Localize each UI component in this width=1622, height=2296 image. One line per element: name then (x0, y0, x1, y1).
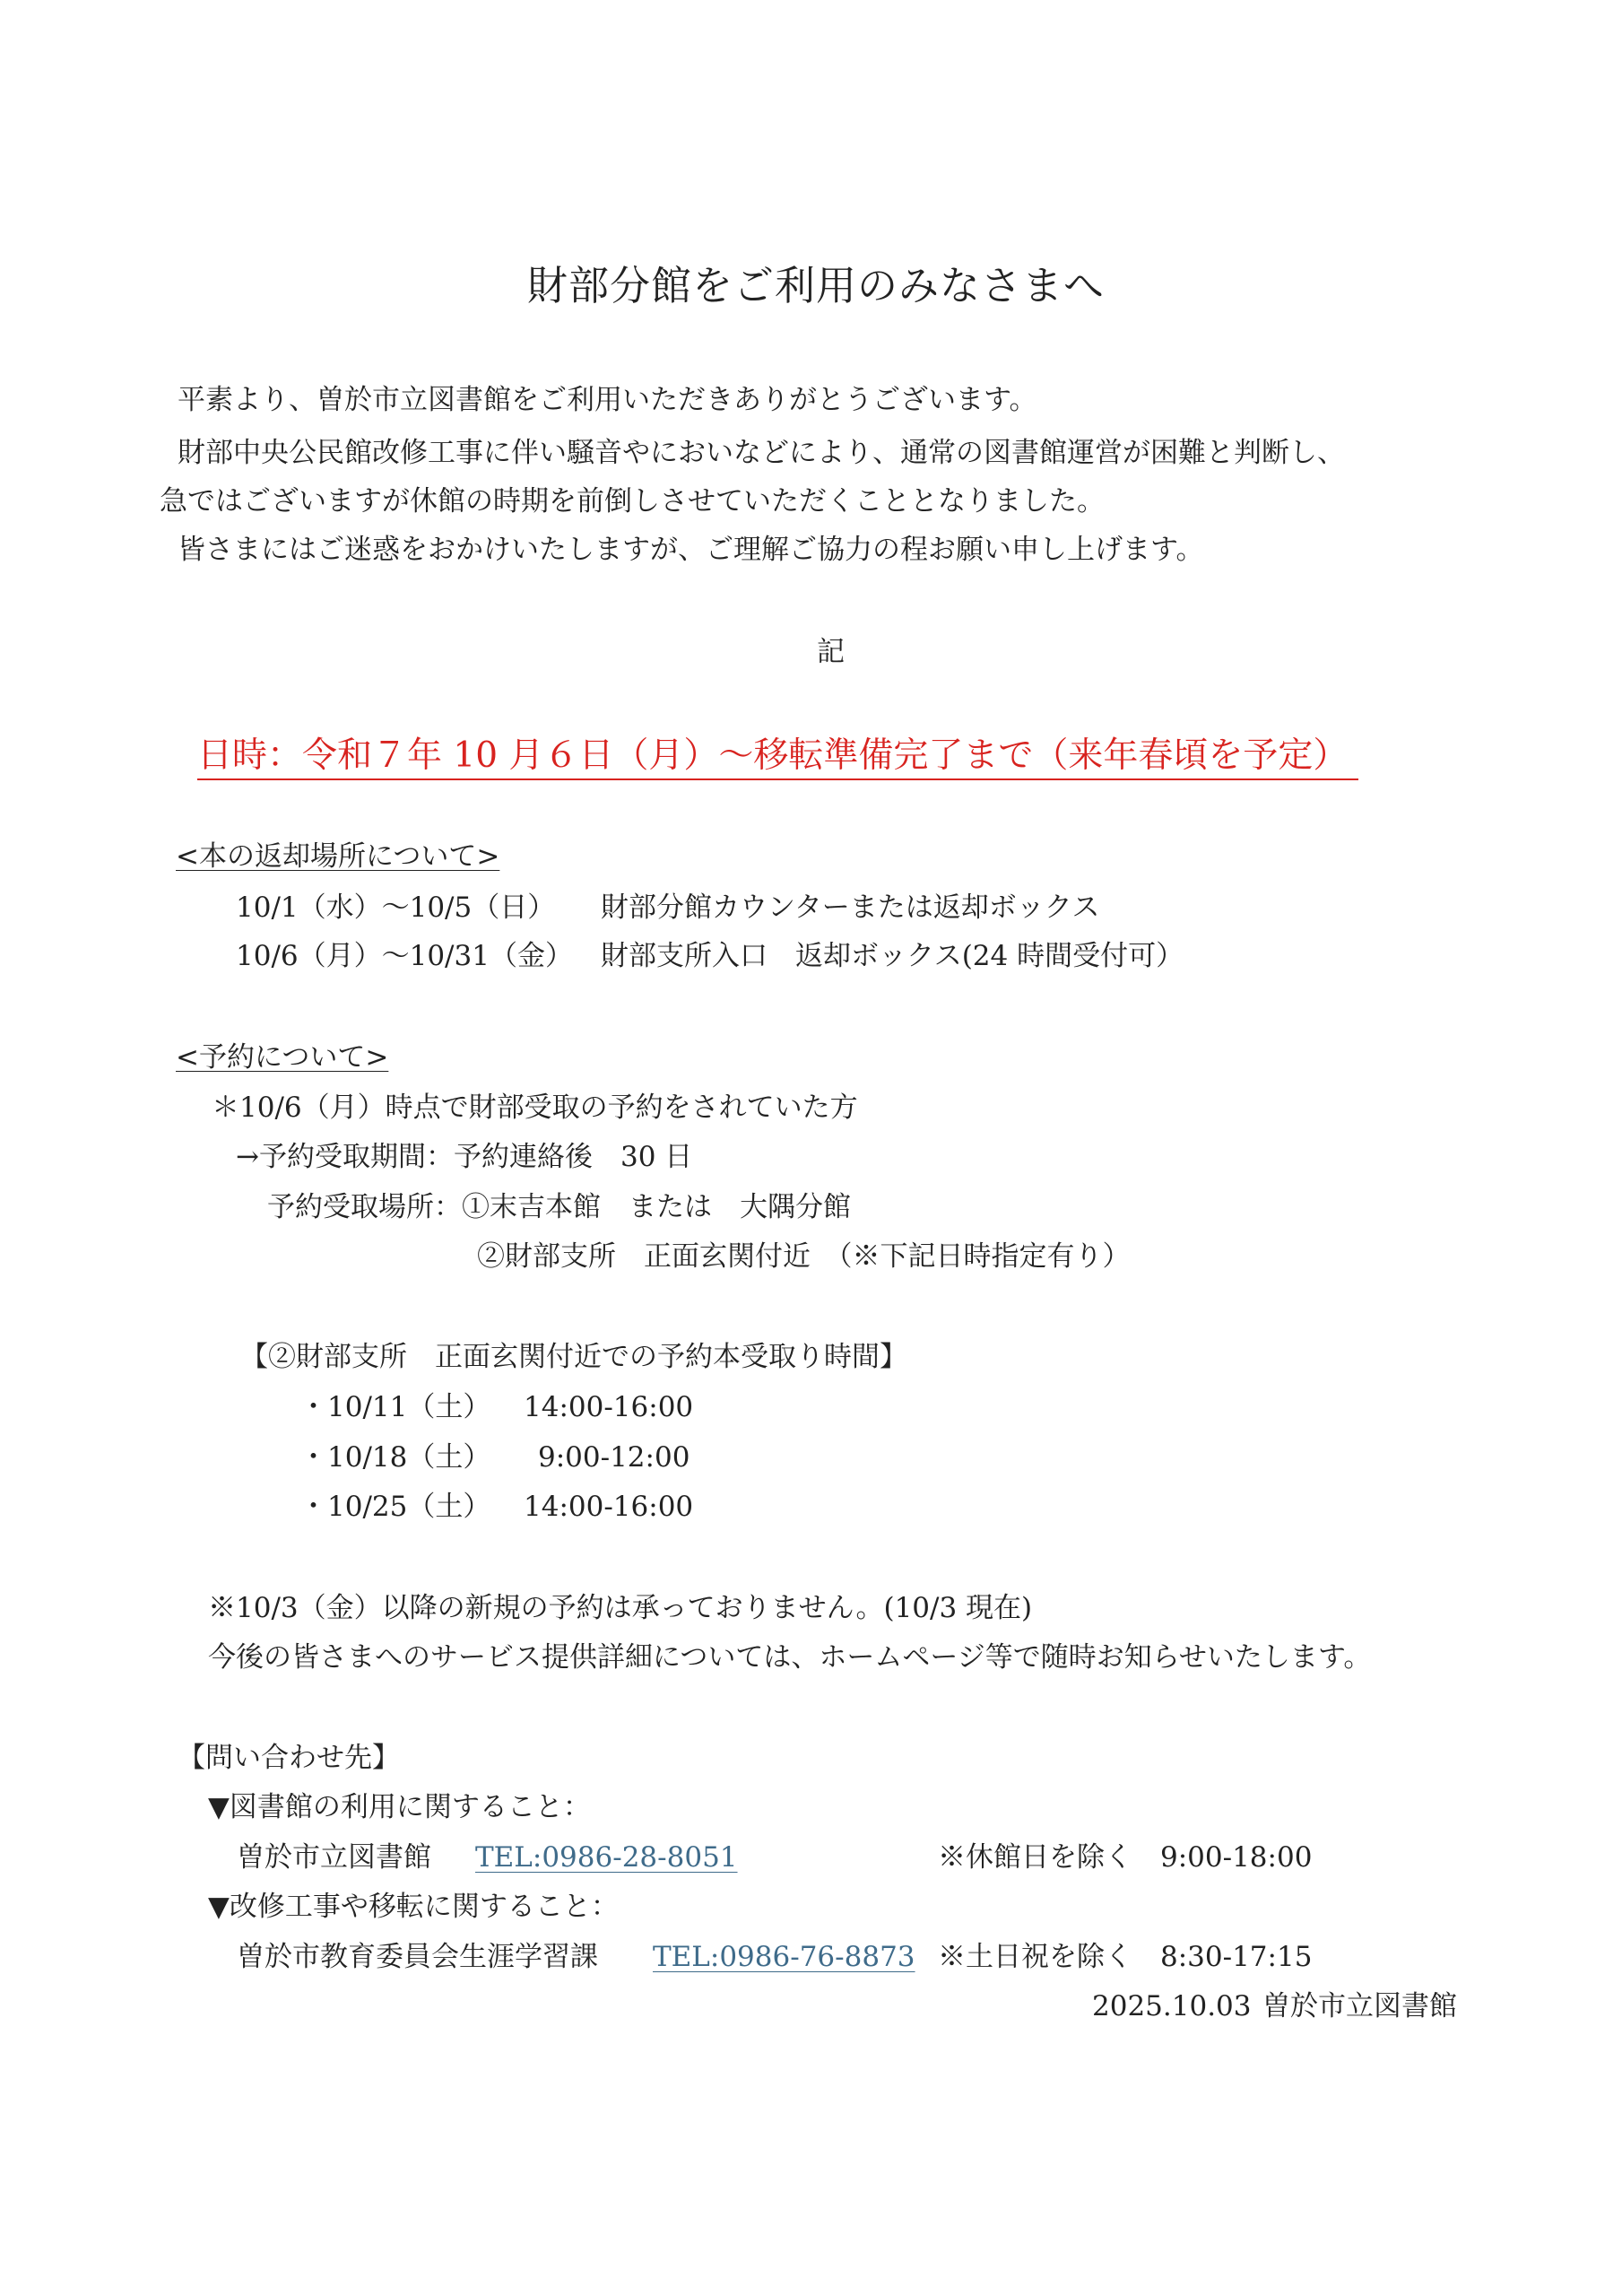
closure-underline (197, 778, 1358, 780)
closure-notice: 日時：令和７年 10 月６日（月）〜移転準備完了まで（来年春頃を予定） (197, 735, 1349, 776)
pickup-row-1-time: 14:00-16:00 (524, 1391, 694, 1423)
pickup-row-1-date: ・10/11（土） (299, 1391, 491, 1423)
reservations-period: →予約受取期間：予約連絡後 30 日 (236, 1141, 693, 1173)
returns-row-2-period: 10/6（月）〜10/31（金） (236, 940, 573, 972)
pickup-row-3-date: ・10/25（土） (299, 1491, 491, 1523)
contact-library-use-label: ▼図書館の利用に関すること： (208, 1791, 591, 1823)
returns-row-1-place: 財部分館カウンターまたは返却ボックス (601, 891, 1100, 924)
reservations-place-1: 予約受取場所：①末吉本館 または 大隅分館 (267, 1191, 851, 1223)
reservations-heading: <予約について> (176, 1041, 389, 1074)
pickup-heading: 【②財部支所 正面玄関付近での予約本受取り時間】 (240, 1341, 907, 1373)
note-new-reservations: ※10/3（金）以降の新規の予約は承っておりません。(10/3 現在) (208, 1592, 1033, 1624)
intro-line-4: 皆さまにはご迷惑をおかけいたしますが、ご理解ご協力の程お願い申し上げます。 (178, 534, 1204, 566)
contact-heading: 【問い合わせ先】 (178, 1742, 400, 1774)
ki-marker: 記 (817, 636, 845, 668)
library-phone-link[interactable]: TEL:0986-28-8051 (475, 1841, 738, 1874)
returns-heading: <本の返却場所について> (176, 840, 500, 873)
contact-construction-label: ▼改修工事や移転に関すること： (208, 1891, 619, 1923)
intro-line-3: 急ではございますが休館の時期を前倒しさせていただくこととなりました。 (160, 485, 1105, 517)
office-phone-link[interactable]: TEL:0986-76-8873 (653, 1941, 915, 1973)
office-hours: ※土日祝を除く 8:30-17:15 (938, 1941, 1313, 1973)
intro-line-2: 財部中央公民館改修工事に伴い騒音やにおいなどにより、通常の図書館運営が困難と判断し、 (178, 437, 1345, 469)
reservations-target: ＊10/6（月）時点で財部受取の予約をされていた方 (212, 1091, 858, 1124)
pickup-row-3-time: 14:00-16:00 (524, 1491, 694, 1523)
intro-line-1: 平素より、曽於市立図書館をご利用いただきありがとうございます。 (178, 384, 1037, 416)
footer-date: 2025.10.03 (1092, 1990, 1252, 2022)
pickup-row-2-time: 9:00-12:00 (538, 1441, 690, 1474)
contact-office-name: 曽於市教育委員会生涯学習課 (237, 1941, 598, 1973)
contact-library-name: 曽於市立図書館 (237, 1841, 431, 1874)
library-hours: ※休館日を除く 9:00-18:00 (938, 1841, 1313, 1874)
page-title: 財部分館をご利用のみなさまへ (527, 262, 1106, 309)
returns-row-1-period: 10/1（水）〜10/5（日） (236, 891, 556, 924)
footer-issuer: 曽於市立図書館 (1262, 1990, 1457, 2022)
note-service-updates: 今後の皆さまへのサービス提供詳細については、ホームページ等で随時お知らせいたします。 (208, 1641, 1372, 1674)
returns-row-2-place: 財部支所入口 返却ボックス(24 時間受付可） (601, 940, 1184, 972)
pickup-row-2-date: ・10/18（土） (299, 1441, 491, 1474)
reservations-place-2: ②財部支所 正面玄関付近 （※下記日時指定有り） (477, 1240, 1131, 1273)
